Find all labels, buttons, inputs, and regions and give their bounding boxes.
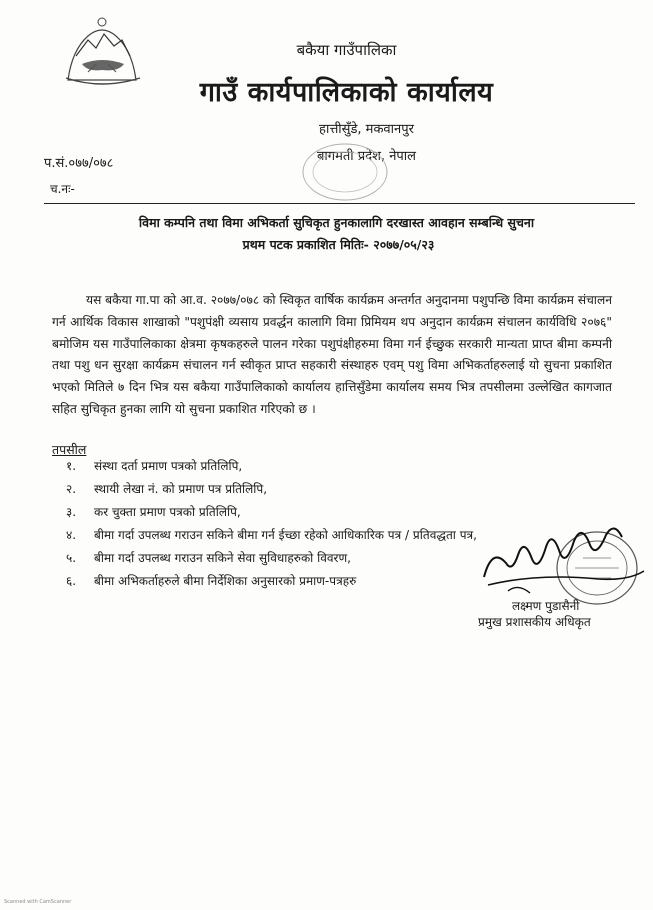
header-divider xyxy=(44,203,635,204)
address-line-1: हात्तीसुँडे, मकवानपुर xyxy=(319,122,414,137)
faded-office-stamp xyxy=(300,140,390,204)
municipality-name: बकैया गाउँपालिका xyxy=(296,41,397,59)
reference-number: प.सं.०७७/०७८ xyxy=(44,156,114,171)
details-title: तपसील xyxy=(52,442,87,457)
requirements-list xyxy=(66,455,477,593)
list-item: ४. बीमा गर्दा उपलब्ध गराउन सकिने बीमा गर्न ईच्छा रहेको आधिकारिक पत्र / प्रतिवद्धता पत्र, xyxy=(66,528,477,542)
scanner-watermark: Scanned with CamScanner xyxy=(4,899,72,905)
address-line-2: बागमती प्रदेश, नेपाल xyxy=(317,149,416,164)
list-item: ६. बीमा अभिकर्ताहरुले बीमा निर्देशिका अनुसारको प्रमाण-पत्रहरु xyxy=(66,574,357,588)
signatory-designation: प्रमुख प्रशासकीय अधिकृत xyxy=(478,615,591,629)
notice-body: यस बकैया गा.पा को आ.व. २०७७/०७८ को स्विकृत वार्षिक कार्यक्रम अन्तर्गत अनुदानमा पशुपन्छि विमा कार्यक्रम संचालन गर्न आर्थिक विकास शाखाको "पशुपंक्षी व्यसाय प्रवर्द्धन कालागि विमा प्रिमियम थप अनुदान कार्यक्रम संचालन कार्यविधि २०७६" बमोजिम यस गाउँपालिकाका क्षेत्रमा कृषकहरुले पालन गरेका पशुपंक्षीहरुमा विमा गर्न ईच्छुक सरकारी मान्यता प्राप्त बीमा कम्पनी तथा पशु धन सुरक्षा कार्यक्रम संचालन गर्न स्वीकृत प्राप्त सहकारी संस्थाहरु एवम् पशु विमा अभिकर्ताहरुलाई यो सुचना प्रकाशित भएको मितिले ७ दिन भित्र यस बकैया गाउँपालिकाको कार्यालय हात्तिसुँडेमा कार्यालय समय भित्र तपसीलमा उल्लेखित कागजात सहित सुचिकृत हुनका लागि यो सुचना प्रकाशित गरिएको छ । xyxy=(52,293,612,416)
office-title: गाउँ कार्यपालिकाको कार्यालय xyxy=(199,77,494,108)
dispatch-number: च.नः- xyxy=(50,182,75,196)
list-item: २. स्थायी लेखा नं. को प्रमाण पत्र प्रतिलिपि, xyxy=(66,482,268,496)
list-item: १. संस्था दर्ता प्रमाण पत्रको प्रतिलिपि, xyxy=(66,459,243,473)
handwritten-signature xyxy=(478,507,648,609)
publication-date: प्रथम पटक प्रकाशित मितिः- २०७७/०५/२३ xyxy=(242,237,435,252)
signatory-name: लक्ष्मण पुडासैनी xyxy=(512,599,580,613)
list-item: ५. बीमा गर्दा उपलब्ध गराउन सकिने सेवा सुविधाहरुको विवरण, xyxy=(66,551,351,565)
notice-heading: विमा कम्पनि तथा विमा अभिकर्ता सुचिकृत हुनकालागि दरखास्त आवहान सम्बन्धि सुचना xyxy=(138,215,535,230)
list-item: ३. कर चुक्ता प्रमाण पत्रको प्रतिलिपि, xyxy=(66,505,241,519)
